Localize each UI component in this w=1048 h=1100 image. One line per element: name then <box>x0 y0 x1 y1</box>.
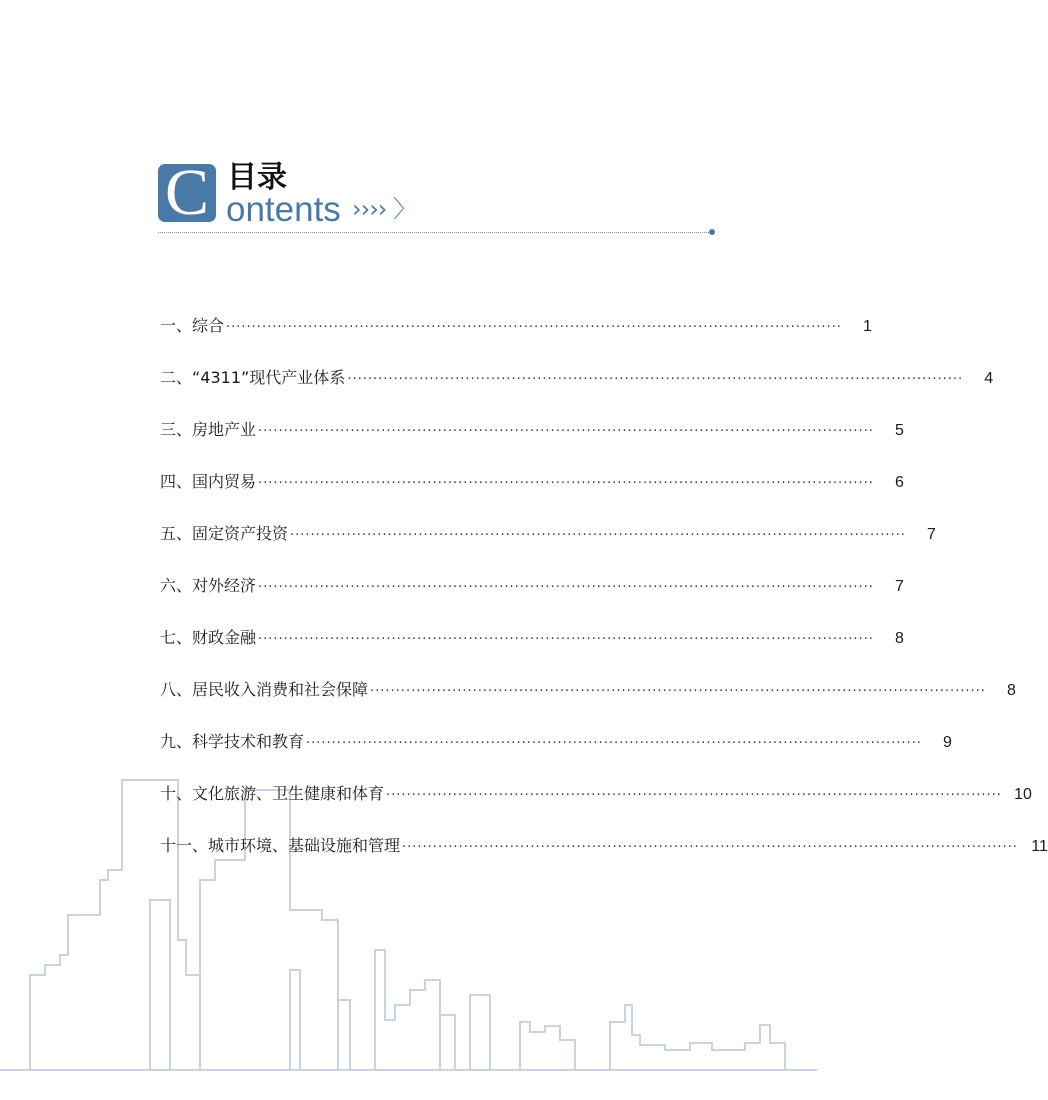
header-dotted-rule <box>158 232 711 233</box>
toc-dot-leader: ························································································································ <box>258 424 874 439</box>
toc-entry[interactable] <box>160 469 904 521</box>
toc-page-number: 1 <box>863 318 872 335</box>
toc-entry[interactable] <box>160 833 1048 885</box>
toc-entry[interactable] <box>160 781 1032 833</box>
toc-page-number: 6 <box>895 474 904 491</box>
page-title-english: ontents <box>226 190 341 229</box>
toc-entry-title: 十、文化旅游、卫生健康和体育 <box>160 784 385 803</box>
toc-entry-title: 八、居民收入消费和社会保障 <box>160 680 369 699</box>
toc-entry[interactable] <box>160 729 952 781</box>
toc-entry-title: 九、科学技术和教育 <box>160 732 305 751</box>
toc-entry-title: 十一、城市环境、基础设施和管理 <box>160 836 401 855</box>
toc-dot-leader: ························································································································ <box>226 320 842 335</box>
toc-entry-title: 二、“4311”现代产业体系 <box>160 368 346 387</box>
contents-header <box>158 156 718 240</box>
toc-dot-leader: ························································································································ <box>258 580 874 595</box>
toc-page-number: 4 <box>984 370 994 387</box>
toc-entry[interactable] <box>160 677 1016 729</box>
toc-entry[interactable] <box>160 573 904 625</box>
toc-dot-leader: ························································································································ <box>386 788 1002 803</box>
toc-entry[interactable] <box>160 521 936 573</box>
toc-entry[interactable] <box>160 365 994 417</box>
toc-entry[interactable] <box>160 313 872 365</box>
toc-page-number: 9 <box>943 734 952 751</box>
toc-entry-title: 三、房地产业 <box>160 420 257 439</box>
contents-logo-badge <box>158 156 216 229</box>
toc-entry[interactable] <box>160 625 904 677</box>
toc-page-number: 5 <box>895 422 904 439</box>
toc-page-number: 8 <box>895 630 904 647</box>
logo-letter: C <box>164 156 210 229</box>
toc-dot-leader: ························································································································ <box>258 476 874 491</box>
page-title-chinese: 目录 <box>227 160 287 195</box>
toc-dot-leader: ························································································································ <box>402 840 1018 855</box>
toc-dot-leader: ························································································································ <box>258 632 874 647</box>
toc-entry[interactable] <box>160 417 904 469</box>
toc-dot-leader: ························································································································ <box>347 372 964 387</box>
toc-entry-title: 四、国内贸易 <box>160 472 257 491</box>
toc-page-number: 10 <box>1014 786 1032 803</box>
toc-dot-leader: ························································································································ <box>290 528 906 543</box>
toc-entry-title: 七、财政金融 <box>160 628 257 647</box>
table-of-contents <box>160 313 1048 885</box>
toc-dot-leader: ························································································································ <box>306 736 922 751</box>
toc-page-number: 11 <box>1031 838 1048 855</box>
toc-entry-title: 五、固定资产投资 <box>160 524 289 543</box>
toc-dot-leader: ························································································································ <box>370 684 986 699</box>
toc-entry-title: 六、对外经济 <box>160 576 257 595</box>
toc-page-number: 7 <box>927 526 936 543</box>
chevron-right-icon: ›››› 〉 <box>352 195 417 223</box>
toc-page-number: 7 <box>895 578 904 595</box>
header-rule-end-dot <box>709 229 715 235</box>
toc-entry-title: 一、综合 <box>160 316 225 335</box>
toc-page-number: 8 <box>1007 682 1016 699</box>
